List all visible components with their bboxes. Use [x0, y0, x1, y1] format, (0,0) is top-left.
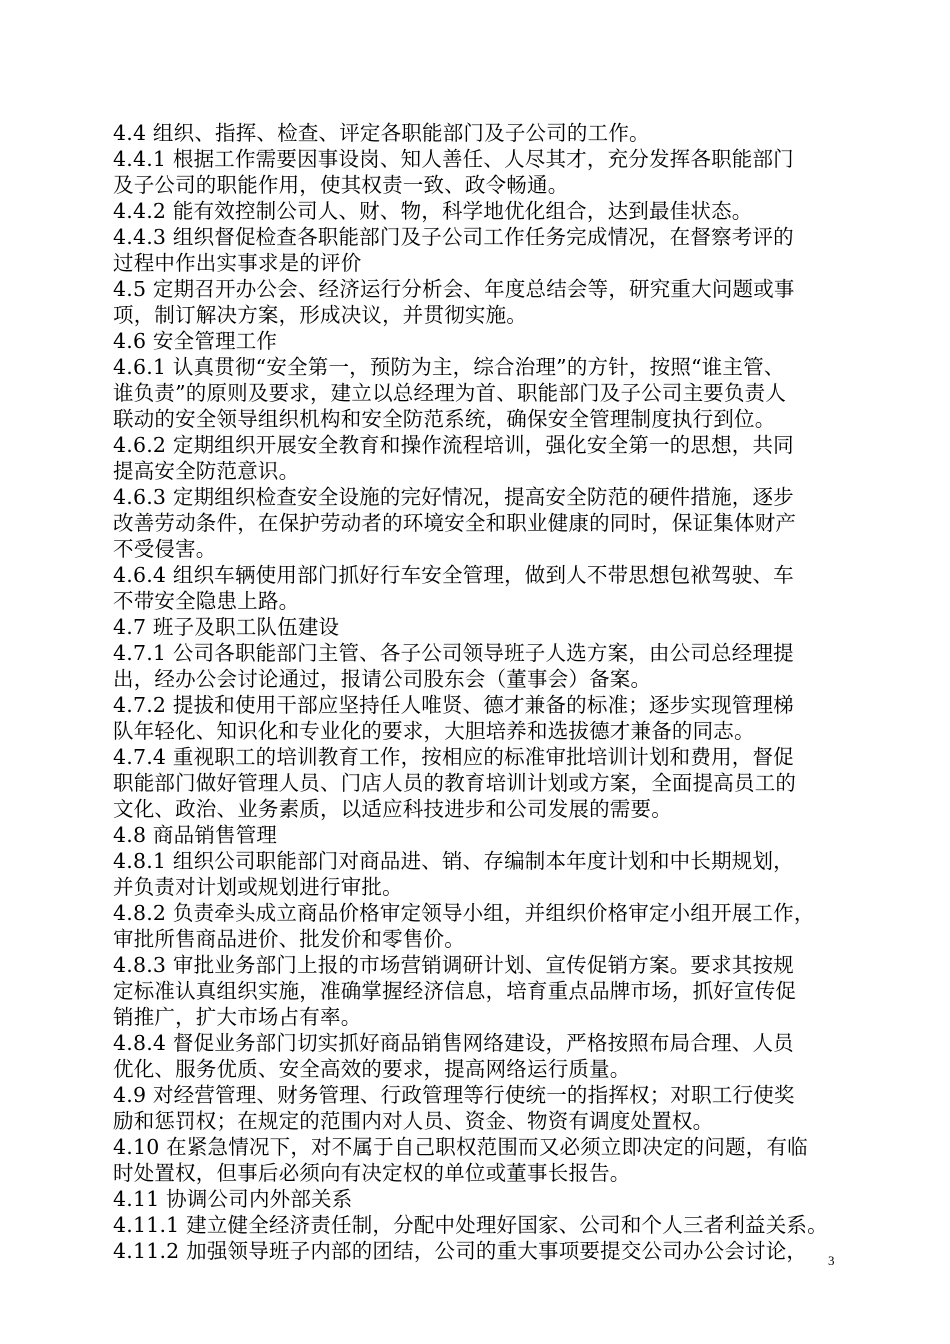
text-line: 4.4 组织、指挥、检查、评定各职能部门及子公司的工作。	[113, 121, 650, 145]
text-line: 4.11.1 建立健全经济责任制，分配中处理好国家、公司和个人三者利益关系。	[113, 1213, 828, 1237]
text-line: 4.5 定期召开办公会、经济运行分析会、年度总结会等，研究重大问题或事	[113, 277, 795, 301]
text-line: 4.6.4 组织车辆使用部门抓好行车安全管理，做到人不带思想包袱驾驶、车	[113, 563, 794, 587]
text-line: 4.6.2 定期组织开展安全教育和操作流程培训，强化安全第一的思想，共同	[113, 433, 794, 457]
text-line: 项，制订解决方案，形成决议，并贯彻实施。	[113, 303, 527, 327]
section-heading: 4.11 协调公司内外部关系	[113, 1187, 353, 1211]
section-heading: 4.7 班子及职工队伍建设	[113, 615, 340, 639]
text-line: 4.4.3 组织督促检查各职能部门及子公司工作任务完成情况，在督察考评的	[113, 225, 794, 249]
text-line: 不受侵害。	[113, 537, 217, 561]
text-line: 审批所售商品进价、批发价和零售价。	[113, 927, 465, 951]
text-line: 职能部门做好管理人员、门店人员的教育培训计划或方案，全面提高员工的	[113, 771, 797, 795]
text-line: 队年轻化、知识化和专业化的要求，大胆培养和选拔德才兼备的同志。	[113, 719, 755, 743]
text-line: 提高安全防范意识。	[113, 459, 300, 483]
document-body	[113, 120, 853, 1264]
text-line: 4.8.3 审批业务部门上报的市场营销调研计划、宣传促销方案。要求其按规	[113, 953, 794, 977]
text-line: 4.10 在紧急情况下，对不属于自己职权范围而又必须立即决定的问题，有临	[113, 1135, 808, 1159]
text-line: 4.6.1 认真贯彻“安全第一，预防为主，综合治理”的方针，按照“谁主管、	[113, 355, 785, 379]
text-line: 4.8.1 组织公司职能部门对商品进、销、存编制本年度计划和中长期规划，	[113, 849, 794, 873]
text-line: 文化、政治、业务素质，以适应科技进步和公司发展的需要。	[113, 797, 672, 821]
text-line: 及子公司的职能作用，使其权责一致、政令畅通。	[113, 173, 569, 197]
text-line: 4.8.4 督促业务部门切实抓好商品销售网络建设，严格按照布局合理、人员	[113, 1031, 794, 1055]
text-line: 4.7.2 提拔和使用干部应坚持任人唯贤、德才兼备的标准；逐步实现管理梯	[113, 693, 794, 717]
text-line: 过程中作出实事求是的评价	[113, 251, 362, 275]
text-line: 出，经办公会讨论通过，报请公司股东会（董事会）备案。	[113, 667, 652, 691]
section-heading: 4.6 安全管理工作	[113, 329, 278, 353]
text-line: 优化、服务优质、安全高效的要求，提高网络运行质量。	[113, 1057, 631, 1081]
text-line: 并负责对计划或规划进行审批。	[113, 875, 403, 899]
page-number: 3	[828, 1253, 835, 1268]
text-line: 4.11.2 加强领导班子内部的团结，公司的重大事项要提交公司办公会讨论，	[113, 1239, 808, 1263]
section-heading: 4.8 商品销售管理	[113, 823, 278, 847]
text-line: 4.7.1 公司各职能部门主管、各子公司领导班子人选方案，由公司总经理提	[113, 641, 794, 665]
text-line: 时处置权，但事后必须向有决定权的单位或董事长报告。	[113, 1161, 631, 1185]
text-line: 4.4.1 根据工作需要因事设岗、知人善任、人尽其才，充分发挥各职能部门	[113, 147, 794, 171]
text-line: 销推广，扩大市场占有率。	[113, 1005, 362, 1029]
text-line: 4.6.3 定期组织检查安全设施的完好情况，提高安全防范的硬件措施，逐步	[113, 485, 794, 509]
text-line: 改善劳动条件，在保护劳动者的环境安全和职业健康的同时，保证集体财产	[113, 511, 797, 535]
text-line: 联动的安全领导组织机构和安全防范系统，确保安全管理制度执行到位。	[113, 407, 776, 431]
text-line: 不带安全隐患上路。	[113, 589, 300, 613]
text-line: 4.8.2 负责牵头成立商品价格审定领导小组，并组织价格审定小组开展工作，	[113, 901, 815, 925]
text-line: 定标准认真组织实施，准确掌握经济信息，培育重点品牌市场，抓好宣传促	[113, 979, 797, 1003]
text-line: 4.4.2 能有效控制公司人、财、物，科学地优化组合，达到最佳状态。	[113, 199, 753, 223]
text-line: 谁负责”的原则及要求，建立以总经理为首、职能部门及子公司主要负责人	[113, 381, 787, 405]
text-line: 4.9 对经营管理、财务管理、行政管理等行使统一的指挥权；对职工行使奖	[113, 1083, 795, 1107]
text-line: 励和惩罚权；在规定的范围内对人员、资金、物资有调度处置权。	[113, 1109, 714, 1133]
text-line: 4.7.4 重视职工的培训教育工作，按相应的标准审批培训计划和费用，督促	[113, 745, 794, 769]
